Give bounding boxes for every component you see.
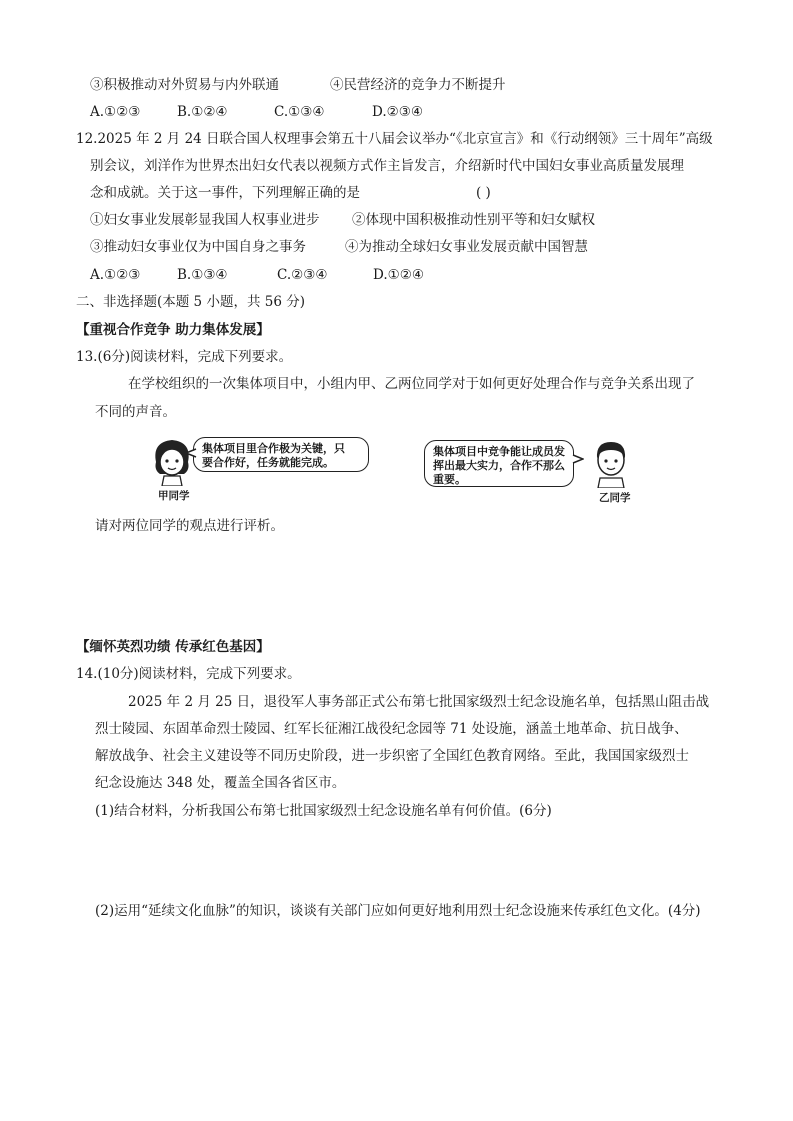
q12-option-3: ③推动妇女事业仅为中国自身之事务	[90, 239, 306, 255]
q12-stem-line2: 别会议，刘洋作为世界杰出妇女代表以视频方式作主旨发言，介绍新时代中国妇女事业高质量发展理	[90, 158, 684, 174]
q14-theme-heading: 【缅怀英烈功绩 传承红色基因】	[76, 639, 270, 655]
q13-task: 请对两位同学的观点进行评析。	[95, 518, 284, 534]
q14-subquestion-2: (2)运用“延续文化血脉”的知识，谈谈有关部门应如何更好地利用烈士纪念设施来传承红色文化。(4分)	[95, 903, 701, 919]
q12-stem-line1: 12.2025 年 2 月 24 日联合国人权理事会第五十八届会议举办“《北京宣言》和《行动纲领》三十周年”高级	[76, 131, 713, 147]
q12-stem-line3: 念和成就。关于这一事件，下列理解正确的是	[90, 185, 360, 201]
q13-material-line1: 在学校组织的一次集体项目中，小组内甲、乙两位同学对于如何更好处理合作与竞争关系出现了	[128, 376, 695, 392]
q11-answer-d: D.②③④	[372, 104, 423, 120]
q11-answer-a: A.①②③	[90, 104, 141, 120]
bubble-b-line2: 挥出最大实力，合作不那么	[433, 459, 565, 472]
q12-option-1: ①妇女事业发展彰显我国人权事业进步	[90, 212, 320, 228]
q14-header: 14.(10分)阅读材料，完成下列要求。	[76, 666, 301, 682]
girl-figure-icon	[148, 436, 196, 486]
q14-material-line2: 烈士陵园、东固革命烈士陵园、红军长征湘江战役纪念园等 71 处设施，涵盖土地革命、抗日战争、	[95, 721, 688, 737]
section-title: 二、非选择题(本题 5 小题，共 56 分)	[76, 294, 305, 310]
q14-subquestion-1: (1)结合材料，分析我国公布第七批国家级烈士纪念设施名单有何价值。(6分)	[95, 803, 552, 819]
q12-answer-a: A.①②③	[90, 267, 141, 283]
bubble-b-line1: 集体项目中竞争能让成员发	[433, 445, 565, 458]
q12-option-4: ④为推动全球妇女事业发展贡献中国智慧	[345, 239, 588, 255]
bubble-b-tail-icon	[572, 454, 584, 464]
q11-option-3: ③积极推动对外贸易与内外联通	[90, 77, 279, 93]
bubble-a-line1: 集体项目里合作极为关键，只	[202, 442, 345, 455]
q12-answer-d: D.①②④	[373, 267, 424, 283]
q14-material-line1: 2025 年 2 月 25 日，退役军人事务部正式公布第七批国家级烈士纪念设施名单，包括黑山阻击战	[128, 694, 710, 710]
q11-answer-c: C.①③④	[274, 104, 325, 120]
speech-bubble-a	[193, 437, 369, 472]
q13-header: 13.(6分)阅读材料，完成下列要求。	[76, 349, 293, 365]
speech-bubble-b	[424, 440, 574, 487]
q12-answer-bracket: ( )	[476, 185, 491, 201]
bubble-b-line3: 重要。	[433, 473, 466, 486]
q14-material-line4: 纪念设施达 348 处，覆盖全国各省区市。	[95, 775, 346, 791]
q12-option-2: ②体现中国积极推动性别平等和妇女赋权	[352, 212, 595, 228]
girl-caption: 甲同学	[158, 490, 190, 502]
q13-theme-heading: 【重视合作竞争 助力集体发展】	[76, 322, 270, 338]
q13-material-line2: 不同的声音。	[95, 404, 176, 420]
bubble-a-tail-icon	[185, 448, 197, 458]
boy-caption: 乙同学	[599, 492, 631, 504]
boy-figure-icon	[588, 436, 634, 488]
q14-material-line3: 解放战争、社会主义建设等不同历史阶段，进一步织密了全国红色教育网络。至此，我国国家级烈士	[95, 748, 689, 764]
q11-option-4: ④民营经济的竞争力不断提升	[330, 77, 506, 93]
q12-answer-b: B.①③④	[177, 267, 228, 283]
bubble-a-line2: 要合作好，任务就能完成。	[202, 456, 334, 469]
q11-answer-b: B.①②④	[177, 104, 228, 120]
q12-answer-c: C.②③④	[277, 267, 328, 283]
